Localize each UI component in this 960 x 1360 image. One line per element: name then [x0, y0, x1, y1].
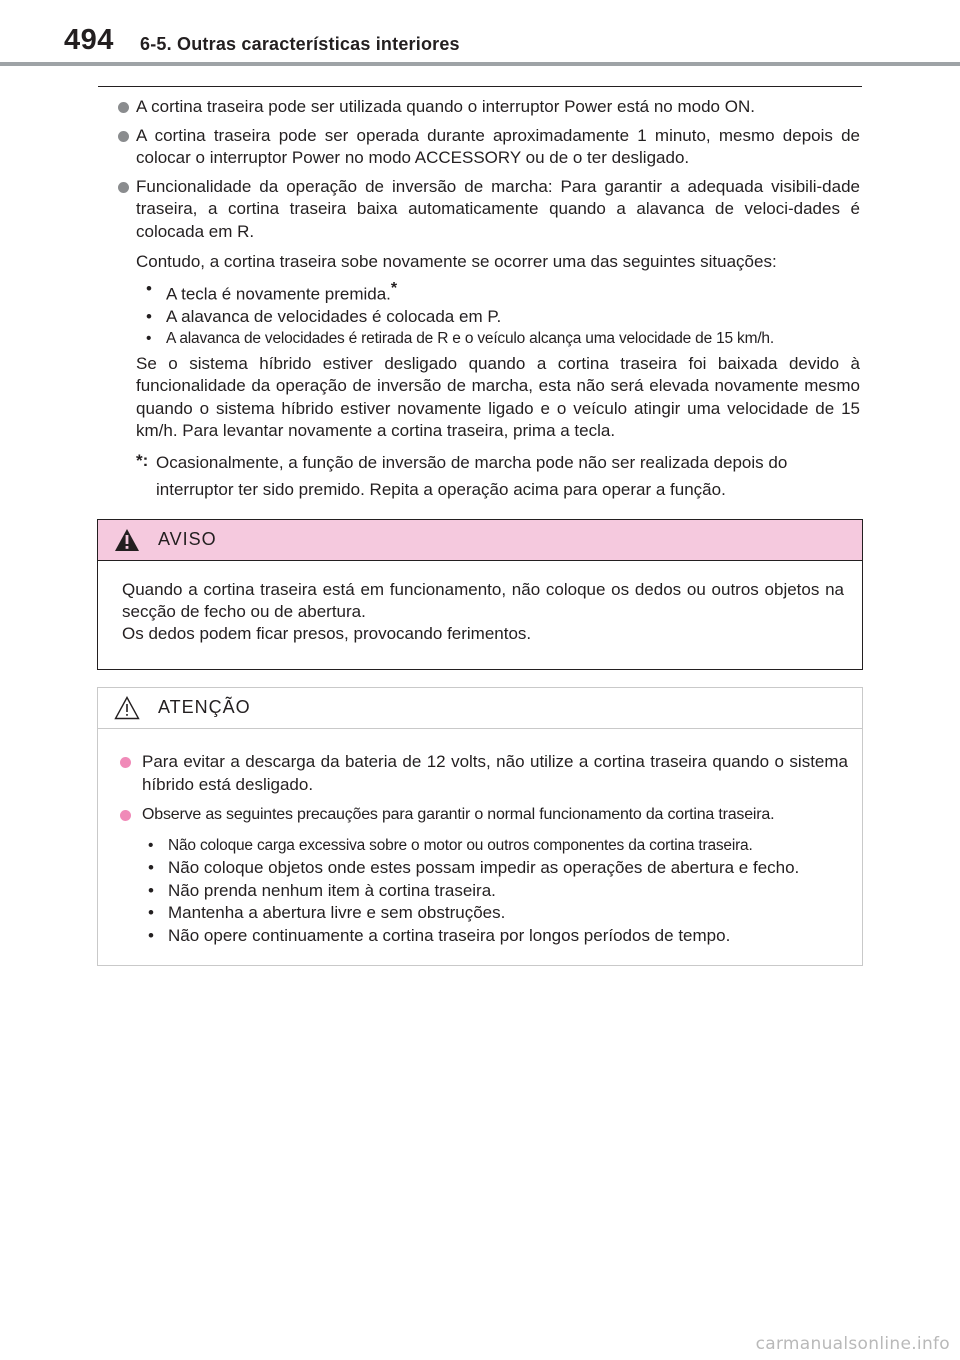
list-item: • A alavanca de velocidades é colocada em P. — [146, 306, 860, 329]
list-item: • A tecla é novamente premida.* — [146, 278, 398, 304]
body-rule — [98, 86, 862, 87]
bullet-icon: • — [148, 858, 154, 877]
bullet-dot-icon — [118, 102, 129, 113]
list-item: Funcionalidade da operação de inversão de marcha: Para garantir a adequada visibili-dade traseira, a cortina traseira baixa automaticamente quando a alavanca de veloci-dades é colocada em R. — [118, 176, 860, 244]
warning-text: Os dedos podem ficar presos, provocando ferimentos. — [122, 624, 532, 643]
footnote-ref: * — [390, 279, 398, 297]
bullet-dot-icon — [118, 182, 129, 193]
list-item: A cortina traseira pode ser operada durante aproximadamente 1 minuto, mesmo depois de colocar o interruptor Power no modo ACCESSORY ou de o ter desligado. — [118, 125, 860, 170]
however-paragraph: Contudo, a cortina traseira sobe novamente se ocorrer uma das seguintes situações: — [136, 252, 777, 271]
bullet-icon: • — [146, 278, 152, 298]
main-content — [118, 96, 860, 503]
section-title: 6-5. Outras características interiores — [140, 34, 460, 54]
list-item: Observe as seguintes precauções para garantir o normal funcionamento da cortina traseira. — [120, 804, 848, 827]
situations-list — [146, 278, 860, 351]
bullet-icon: • — [146, 330, 152, 348]
bullet-dot-icon — [120, 757, 131, 768]
caution-box — [97, 687, 863, 966]
page-header — [0, 0, 960, 62]
hybrid-paragraph: Se o sistema híbrido estiver desligado quando a cortina traseira foi baixada devido à funcionalidade da operação de inversão de marcha, esta não será elevada novamente mesmo quando o sistema híbrido estiver novamente ligado e o veículo atingir uma velocidade de 15 km/h. Para levantar novamente a cortina traseira, prima a tecla. — [136, 353, 860, 441]
list-item: • Não prenda nenhum item à cortina traseira. — [148, 880, 848, 903]
list-item: Para evitar a descarga da bateria de 12 volts, não utilize a cortina traseira quando o sistema híbrido está desligado. — [120, 751, 848, 796]
bullet-dot-icon — [120, 810, 131, 821]
warning-header — [98, 520, 862, 561]
warning-triangle-icon — [114, 528, 140, 552]
list-item: • Mantenha a abertura livre e sem obstruções. — [148, 902, 848, 925]
caution-header — [98, 688, 862, 729]
warning-text: Quando a cortina traseira está em funcionamento, não coloque os dedos ou outros objetos na secção de fecho ou de abertura. — [122, 580, 844, 621]
bullet-icon: • — [148, 903, 154, 922]
caution-title: ATENÇÃO — [158, 697, 251, 717]
caution-body — [98, 729, 862, 967]
list-item: • Não opere continuamente a cortina traseira por longos períodos de tempo. — [148, 925, 848, 948]
bullet-icon: • — [148, 836, 154, 854]
warning-body — [98, 561, 862, 661]
bullet-icon: • — [148, 880, 154, 900]
bullet-dot-icon — [118, 131, 129, 142]
watermark: carmanualsonline.info — [755, 1334, 950, 1354]
list-item: • Não coloque objetos onde estes possam impedir as operações de abertura e fecho. — [148, 857, 848, 880]
warning-box — [97, 519, 863, 670]
list-item: • Não coloque carga excessiva sobre o motor ou outros componentes da cortina traseira. — [148, 835, 848, 858]
footnote-mark: *: — [136, 450, 149, 470]
footnote: *: Ocasionalmente, a função de inversão de marcha pode não ser realizada depois do interruptor ter sido premido. Repita a operação acima para operar a função. — [136, 449, 860, 503]
warning-title: AVISO — [158, 529, 217, 549]
page-number: 494 — [64, 24, 114, 56]
header-rule — [0, 62, 960, 66]
list-item: • A alavanca de velocidades é retirada de R e o veículo alcança uma velocidade de 15 km/h. — [146, 328, 860, 351]
caution-triangle-icon — [114, 696, 140, 720]
bullet-icon: • — [148, 925, 154, 945]
list-item: A cortina traseira pode ser utilizada quando o interruptor Power está no modo ON. — [118, 96, 860, 119]
precautions-list — [148, 835, 848, 948]
bullet-icon: • — [146, 306, 152, 326]
